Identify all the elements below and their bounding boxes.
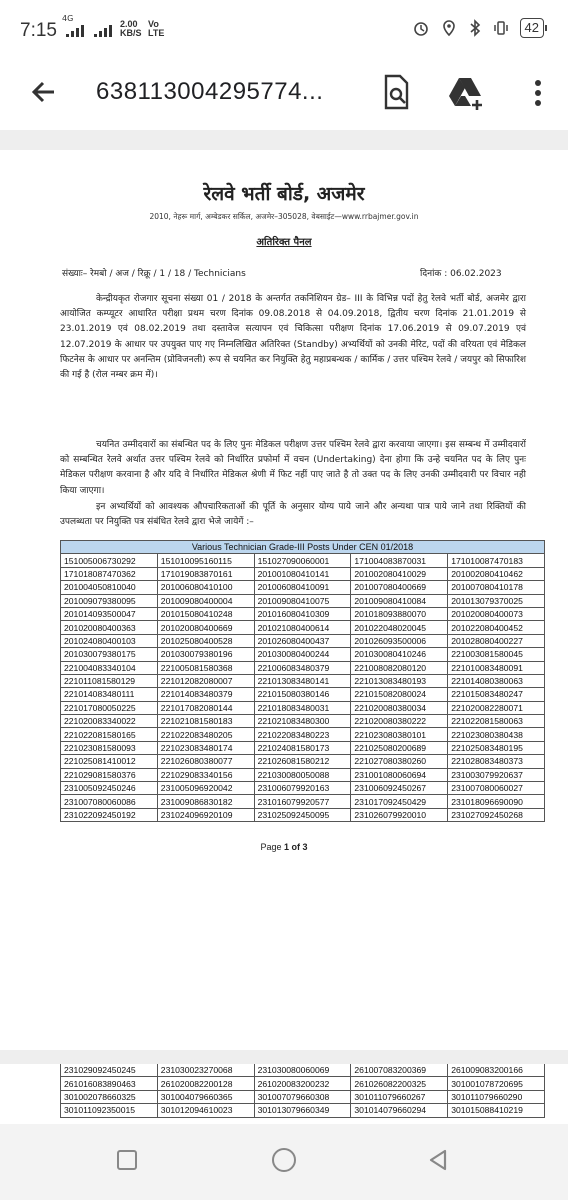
roll-number-cell: 201006080410100 bbox=[157, 581, 254, 594]
table-row bbox=[61, 674, 545, 687]
roll-number-cell: 151010095160115 bbox=[157, 554, 254, 567]
roll-number-cell: 201026093500006 bbox=[351, 634, 448, 647]
table-row bbox=[61, 1104, 545, 1117]
roll-number-cell: 301012094610023 bbox=[157, 1104, 254, 1117]
viewer-background-2 bbox=[0, 1050, 568, 1064]
roll-number-cell: 201006080410091 bbox=[254, 581, 351, 594]
roll-number-cell: 201009080410084 bbox=[351, 594, 448, 607]
roll-number-cell: 221014083480111 bbox=[61, 688, 158, 701]
roll-number-cell: 221020080380034 bbox=[351, 701, 448, 714]
page-label: Page bbox=[260, 842, 282, 852]
roll-number-cell: 201007080400669 bbox=[351, 581, 448, 594]
roll-number-cell: 201015080410248 bbox=[157, 607, 254, 620]
roll-number-cell: 231030080060069 bbox=[254, 1064, 351, 1077]
roll-number-cell: 221013083480141 bbox=[254, 674, 351, 687]
signal-icon bbox=[66, 25, 84, 37]
roll-number-cell: 231007080060027 bbox=[448, 782, 545, 795]
back-button[interactable] bbox=[26, 74, 62, 110]
paragraph-3: इन अभ्यर्थियों को आवश्यक औपचारिकताओं की पूर्ति के अनुसार योग्य पाये जाने और अन्यथा पात्र पाये जाने तथा रिक्तियों की उपलब्धता पर नियुक्ति पत्र संबंधित रेलवे द्वारा भेजे जायेगें :– bbox=[60, 502, 526, 528]
document-address: 2010, नेहरू मार्ग, अम्बेडकर सर्किल, अजमेर–305028, वेबसाईट—www.rrbajmer.gov.in bbox=[149, 212, 419, 221]
page-indicator bbox=[0, 842, 568, 852]
lens-button[interactable] bbox=[378, 72, 414, 112]
roll-number-cell: 201030080400244 bbox=[254, 648, 351, 661]
page-of: of bbox=[291, 842, 301, 852]
roll-number-cell: 231006092450267 bbox=[351, 782, 448, 795]
roll-number-cell: 231009086830182 bbox=[157, 795, 254, 808]
roll-number-cell: 221025083480195 bbox=[448, 741, 545, 754]
document-subheading: अतिरिक्त पैनल bbox=[256, 237, 312, 248]
document-date: दिनांक : 06.02.2023 bbox=[420, 269, 502, 279]
roll-number-cell: 261020083200232 bbox=[254, 1077, 351, 1090]
roll-number-cell: 301015088410219 bbox=[448, 1104, 545, 1117]
status-icons bbox=[412, 18, 544, 38]
roll-number-cell: 221029081580376 bbox=[61, 768, 158, 781]
nav-back-icon bbox=[426, 1148, 450, 1172]
roll-number-cell: 221011081580129 bbox=[61, 674, 158, 687]
roll-number-cell: 231005092450246 bbox=[61, 782, 158, 795]
more-options-button[interactable] bbox=[526, 74, 550, 112]
roll-number-cell: 221017082080144 bbox=[157, 701, 254, 714]
nav-back-button[interactable] bbox=[426, 1148, 450, 1172]
roll-number-cell: 201030079380196 bbox=[157, 648, 254, 661]
roll-number-cell: 221012082080007 bbox=[157, 674, 254, 687]
roll-number-cell: 301007079660308 bbox=[254, 1090, 351, 1103]
pdf-page-2 bbox=[0, 1064, 568, 1124]
roll-number-cell: 201022080400452 bbox=[448, 621, 545, 634]
roll-number-cell: 301002078660325 bbox=[61, 1090, 158, 1103]
table-header-row bbox=[61, 541, 545, 554]
roll-number-cell: 221020080380222 bbox=[351, 715, 448, 728]
volte-label: Vo LTE bbox=[148, 19, 165, 38]
table-row bbox=[61, 808, 545, 821]
roll-number-cell: 201018093880070 bbox=[351, 607, 448, 620]
table-row bbox=[61, 567, 545, 580]
roll-number-cell: 221021081580183 bbox=[157, 715, 254, 728]
roll-number-cell: 201002080410029 bbox=[351, 567, 448, 580]
roll-number-cell: 201002080410462 bbox=[448, 567, 545, 580]
roll-number-cell: 221024081580173 bbox=[254, 741, 351, 754]
table-row bbox=[61, 594, 545, 607]
roll-number-cell: 221025080200689 bbox=[351, 741, 448, 754]
roll-number-cell: 221015080380146 bbox=[254, 688, 351, 701]
table-row bbox=[61, 648, 545, 661]
roll-number-cell: 301013079660349 bbox=[254, 1104, 351, 1117]
roll-number-cell: 201021080400614 bbox=[254, 621, 351, 634]
page-total: 3 bbox=[302, 842, 308, 852]
home-button[interactable] bbox=[272, 1148, 296, 1172]
pdf-page bbox=[0, 150, 568, 1050]
reference-number: संख्याः– रेमबो / अज / रिक्रू / 1 / 18 / Technicians bbox=[62, 269, 246, 279]
roll-number-cell: 221022081580063 bbox=[448, 715, 545, 728]
roll-number-cell: 171019083870161 bbox=[157, 567, 254, 580]
table-row bbox=[61, 701, 545, 714]
roll-number-cell: 261007083200369 bbox=[351, 1064, 448, 1077]
battery-icon: 42 bbox=[520, 18, 544, 38]
roll-number-cell: 231001080060694 bbox=[351, 768, 448, 781]
roll-number-cell: 261009083200166 bbox=[448, 1064, 545, 1077]
roll-number-cell: 221003081580045 bbox=[448, 648, 545, 661]
roll-number-cell: 171010087470183 bbox=[448, 554, 545, 567]
signal-icon-2 bbox=[94, 25, 112, 37]
roll-number-cell: 231024096920109 bbox=[157, 808, 254, 821]
vibrate-icon bbox=[492, 19, 510, 37]
roll-number-cell: 221015082080024 bbox=[351, 688, 448, 701]
paragraph-2: चयनित उम्मीदवारों का संबन्धित पद के लिए पुनः मेडिकल परीक्षण उत्तर पश्चिम रेलवे द्वारा करवाया जाएगा। इस सम्बन्ध में उम्मीदवारों को सम्बन्धित रेलवे अर्थात उत्तर पश्चिम रेलवे को निर्धारित प्रफोर्मा में वचन (Undertaking) देना होगा कि उन्हे चयनित पद के लिए पुनः मेडिकल परीक्षण करवाना है और यदि वे निर्धारित मेडिकल श्रेणी में फिट नहीं पाए जाते है तो उक्त पद के लिए उनकी उम्मीदवारी पर विचार नही किया जाएगा। bbox=[60, 440, 526, 496]
roll-number-cell: 221018083480031 bbox=[254, 701, 351, 714]
recent-apps-button[interactable] bbox=[117, 1150, 137, 1170]
roll-number-cell: 221030080050088 bbox=[254, 768, 351, 781]
roll-number-cell: 221014080380063 bbox=[448, 674, 545, 687]
roll-number-cell: 221027080380260 bbox=[351, 755, 448, 768]
roll-number-cell: 221020083340022 bbox=[61, 715, 158, 728]
lens-search-icon bbox=[378, 72, 414, 112]
roll-number-cell: 201001080410141 bbox=[254, 567, 351, 580]
table-row bbox=[61, 715, 545, 728]
roll-number-cell: 201013079370025 bbox=[448, 594, 545, 607]
roll-number-cell: 151005006730292 bbox=[61, 554, 158, 567]
roll-number-cell: 231029092450245 bbox=[61, 1064, 158, 1077]
table-row bbox=[61, 661, 545, 674]
table-row bbox=[61, 688, 545, 701]
roll-number-table-continued bbox=[60, 1064, 545, 1118]
roll-number-cell: 221008082080120 bbox=[351, 661, 448, 674]
table-row bbox=[61, 554, 545, 567]
alarm-icon bbox=[412, 19, 430, 37]
roll-number-cell: 201030079380175 bbox=[61, 648, 158, 661]
table-row bbox=[61, 581, 545, 594]
more-vert-icon bbox=[526, 74, 550, 112]
app-bar bbox=[0, 58, 568, 130]
table-row bbox=[61, 1077, 545, 1090]
table-row bbox=[61, 1090, 545, 1103]
table-row bbox=[61, 1064, 545, 1077]
roll-number-cell: 221029083340156 bbox=[157, 768, 254, 781]
roll-number-cell: 221023083480174 bbox=[157, 741, 254, 754]
roll-number-cell: 231030023270068 bbox=[157, 1064, 254, 1077]
roll-number-cell: 221020082280071 bbox=[448, 701, 545, 714]
roll-number-cell: 231005096920042 bbox=[157, 782, 254, 795]
table-row bbox=[61, 741, 545, 754]
roll-number-cell: 231022092450192 bbox=[61, 808, 158, 821]
roll-number-cell: 261016083890463 bbox=[61, 1077, 158, 1090]
roll-number-cell: 231025092450095 bbox=[254, 808, 351, 821]
roll-number-cell: 231007080060086 bbox=[61, 795, 158, 808]
roll-number-cell: 221023080380438 bbox=[448, 728, 545, 741]
roll-number-cell: 221022083480205 bbox=[157, 728, 254, 741]
roll-number-table bbox=[60, 540, 545, 822]
roll-number-cell: 301014079660294 bbox=[351, 1104, 448, 1117]
roll-number-cell: 221015083480247 bbox=[448, 688, 545, 701]
roll-number-cell: 221006083480379 bbox=[254, 661, 351, 674]
roll-number-cell: 201007080410178 bbox=[448, 581, 545, 594]
network-type-label: 4G bbox=[62, 14, 74, 23]
roll-number-cell: 201025080400528 bbox=[157, 634, 254, 647]
roll-number-cell: 201020080400669 bbox=[157, 621, 254, 634]
roll-number-cell: 231026079920010 bbox=[351, 808, 448, 821]
roll-number-cell: 151027090060001 bbox=[254, 554, 351, 567]
roll-number-cell: 221022083480223 bbox=[254, 728, 351, 741]
roll-number-cell: 201020080400073 bbox=[448, 607, 545, 620]
roll-number-cell: 301011079660267 bbox=[351, 1090, 448, 1103]
table-row bbox=[61, 621, 545, 634]
roll-number-cell: 231003079920637 bbox=[448, 768, 545, 781]
roll-number-cell: 221026080380077 bbox=[157, 755, 254, 768]
roll-number-cell: 301011092350015 bbox=[61, 1104, 158, 1117]
roll-number-cell: 171018087470362 bbox=[61, 567, 158, 580]
roll-number-cell: 231016079920577 bbox=[254, 795, 351, 808]
roll-number-cell: 201004050810040 bbox=[61, 581, 158, 594]
roll-number-cell: 221021083480300 bbox=[254, 715, 351, 728]
location-icon bbox=[440, 19, 458, 37]
roll-number-cell: 221010083480091 bbox=[448, 661, 545, 674]
roll-number-cell: 201020080400363 bbox=[61, 621, 158, 634]
roll-number-cell: 201009080410075 bbox=[254, 594, 351, 607]
roll-number-cell: 201009079380095 bbox=[61, 594, 158, 607]
roll-number-cell: 201014093500047 bbox=[61, 607, 158, 620]
network-speed: 2.00 KB/S bbox=[120, 19, 142, 38]
table-row bbox=[61, 755, 545, 768]
roll-number-cell: 301004079660365 bbox=[157, 1090, 254, 1103]
document-heading: रेलवे भर्ती बोर्ड, अजमेर bbox=[203, 183, 365, 205]
back-arrow-icon bbox=[26, 74, 62, 110]
add-to-drive-button[interactable] bbox=[446, 72, 486, 112]
roll-number-cell: 201022048020045 bbox=[351, 621, 448, 634]
roll-number-cell: 201024080400103 bbox=[61, 634, 158, 647]
bluetooth-icon bbox=[468, 19, 482, 37]
roll-number-cell: 221017080050225 bbox=[61, 701, 158, 714]
document-title: 638113004295774... bbox=[96, 78, 324, 105]
roll-number-cell: 221023081580093 bbox=[61, 741, 158, 754]
page-current: 1 bbox=[283, 842, 289, 852]
roll-number-cell: 221022081580165 bbox=[61, 728, 158, 741]
status-bar bbox=[0, 0, 568, 58]
roll-number-cell: 231006079920163 bbox=[254, 782, 351, 795]
viewer-background bbox=[0, 130, 568, 150]
table-row bbox=[61, 782, 545, 795]
roll-number-cell: 261026082200325 bbox=[351, 1077, 448, 1090]
roll-number-cell: 261020082200128 bbox=[157, 1077, 254, 1090]
roll-number-cell: 301001078720695 bbox=[448, 1077, 545, 1090]
roll-number-cell: 231027092450268 bbox=[448, 808, 545, 821]
table-row bbox=[61, 768, 545, 781]
navigation-bar bbox=[0, 1124, 568, 1200]
status-time: 7:15 bbox=[20, 20, 57, 41]
roll-number-cell: 221025081410012 bbox=[61, 755, 158, 768]
roll-number-cell: 221028083480373 bbox=[448, 755, 545, 768]
roll-number-cell: 221023080380101 bbox=[351, 728, 448, 741]
roll-number-cell: 201028080400227 bbox=[448, 634, 545, 647]
table-title: Various Technician Grade-III Posts Under CEN 01/2018 bbox=[61, 541, 545, 554]
table-row bbox=[61, 634, 545, 647]
roll-number-cell: 231018096690090 bbox=[448, 795, 545, 808]
roll-number-cell: 221014083480379 bbox=[157, 688, 254, 701]
roll-number-cell: 221026081580212 bbox=[254, 755, 351, 768]
table-row bbox=[61, 728, 545, 741]
roll-number-cell: 301011079660290 bbox=[448, 1090, 545, 1103]
table-row bbox=[61, 795, 545, 808]
roll-number-cell: 171004083870031 bbox=[351, 554, 448, 567]
roll-number-cell: 201016080410309 bbox=[254, 607, 351, 620]
table-row bbox=[61, 607, 545, 620]
roll-number-cell: 231017092450429 bbox=[351, 795, 448, 808]
roll-number-cell: 221005081580368 bbox=[157, 661, 254, 674]
paragraph-1: केन्द्रीयकृत रोजगार सूचना संख्या 01 / 2018 के अन्तर्गत तकनिशियन ग्रेड– III के विभिन्न पदों हेतु रेलवे भर्ती बोर्ड, अजमेर द्वारा आयोजित कम्प्यूटर आधारित परीक्षा प्रथम चरण दिनांक 09.08.2018 से 04.09.2018, द्वितीय चरण दिनांक 21.01.2019 से 23.01.2019 एवं 08.02.2019 तथा दस्तावेज सत्यापन एवं चिकित्सा परीक्षण दिनांक 17.06.2019 से 09.07.2019 एवं 12.07.2019 के आधार पर उपयुक्त पाए गए निम्नलिखित अतिरिक्त (Standby) अभ्यर्थियों को उनकी मेरिट, पदों की वरियता एवं मेडिकल फिटनेस के आधार पर अनन्तिम (प्रोविजनली) रूप से चयनित कर नियुक्ति हेतु महाप्रबन्धक / कार्मिक / उत्तर पश्चिम रेलवे / जयपुर को सिफारिश की गई है (रोल नम्बर क्रम में)। bbox=[60, 294, 526, 381]
roll-number-cell: 201026080400437 bbox=[254, 634, 351, 647]
drive-add-icon bbox=[446, 72, 486, 112]
roll-number-cell: 201030080410246 bbox=[351, 648, 448, 661]
roll-number-cell: 221013083480193 bbox=[351, 674, 448, 687]
roll-number-cell: 201009080400004 bbox=[157, 594, 254, 607]
roll-number-cell: 221004083340104 bbox=[61, 661, 158, 674]
